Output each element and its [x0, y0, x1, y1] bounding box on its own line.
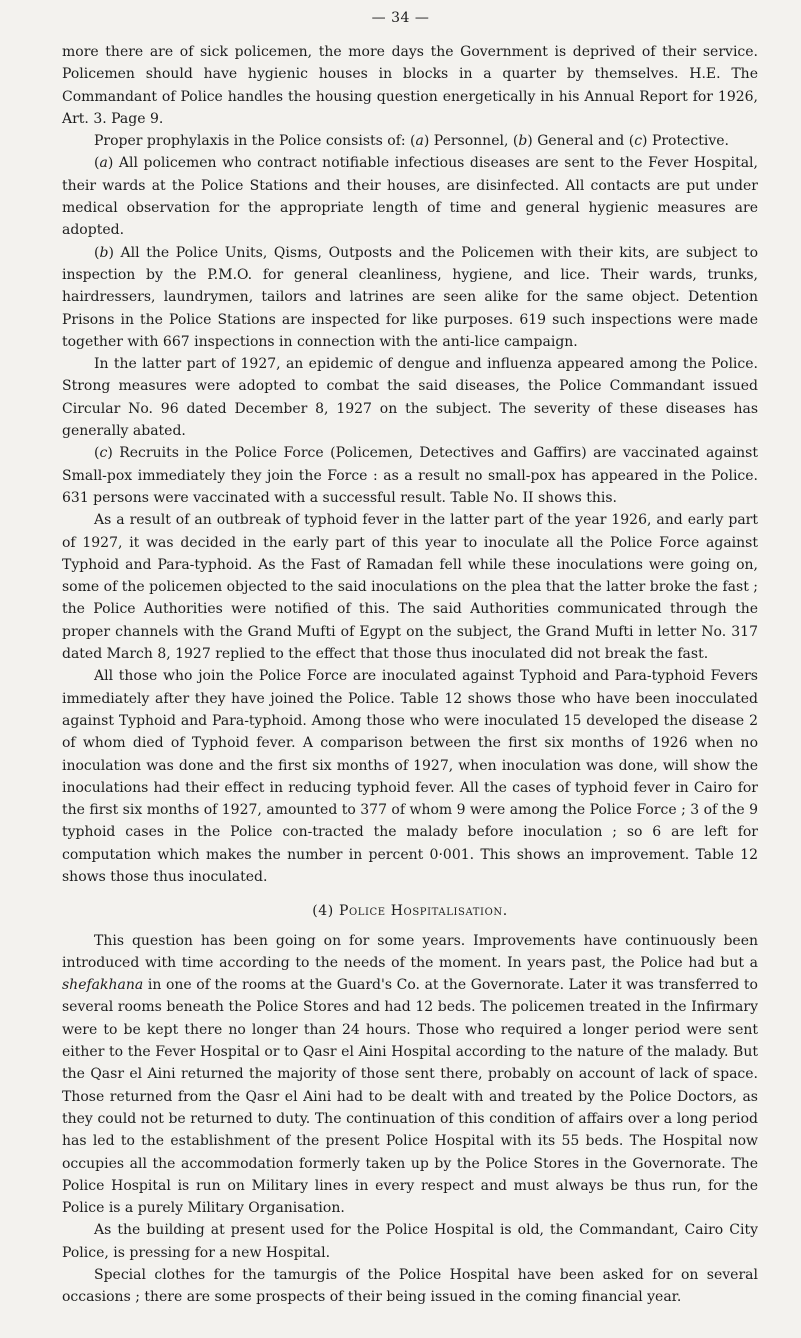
- paragraph: (c) Recruits in the Police Force (Policemen, Detectives and Gaffirs) are vaccinated against Small-pox immediately they join the Force : as a result no small-pox has appeared in the Police. 631 persons were vaccinated with a successful result. Table No. II shows this.: [62, 445, 758, 506]
- paragraph: Proper prophylaxis in the Police consists of: (a) Personnel, (b) General and (c) Protective.: [94, 133, 729, 150]
- paragraph: (b) All the Police Units, Qisms, Outposts and the Policemen with their kits, are subject to inspection by the P.M.O. for general cleanliness, hygiene, and lice. Their wards, trunks, hairdressers, laundrymen, tailors and latrines are seen alike for the same object. Detention Prisons in the Police Stations are inspected for like purposes. 619 such inspections were made together with 667 inspections in connection with the anti-lice campaign.: [62, 244, 758, 350]
- section-title: Police Hospitalisation.: [338, 903, 508, 920]
- paragraph: (a) All policemen who contract notifiable infectious diseases are sent to the Fever Hospital, their wards at the Police Stations and their houses, are disinfected. All contacts are put under medical observation for the appropriate length of time and general hygienic measures are adopted.: [62, 155, 758, 239]
- section-number: (4): [312, 903, 334, 920]
- paragraph: Special clothes for the tamurgis of the Police Hospital have been asked for on several occasions ; there are some prospects of their being issued in the coming financial year.: [62, 1267, 758, 1306]
- paragraph-text: This question has been going on for some years. Improvements have continuously been introduced with time according to the needs of the moment. In years past, the Police had but a: [62, 932, 758, 971]
- italic-term: shefakhana: [62, 977, 144, 994]
- paragraph: All those who join the Police Force are inoculated against Typhoid and Para-typhoid Fevers immediately after they have joined the Police. Table 12 shows those who have been inocculated against Typhoid and Para-typhoid. Among those who were inoculated 15 developed the disease 2 of whom died of Typhoid fever. A comparison between the first six months of 1926 when no inoculation was done and the first six months of 1927, when inoculation was done, will show the inoculations had their effect in reducing typhoid fever. All the cases of typhoid fever in Cairo for the first six months of 1927, amounted to 377 of whom 9 were among the Police Force ; 3 of the 9 typhoid cases in the Police con-tracted the malady before inoculation ; so 6 are left for computation which makes the number in percent 0·001. This shows an improvement. Table 12 shows those thus inoculated.: [62, 668, 758, 885]
- section-heading: [62, 900, 758, 922]
- paragraph: more there are of sick policemen, the more days the Government is deprived of their service. Policemen should have hygienic houses in blocks in a quarter by themselves. H.E. The Commandant of Police handles the housing question energetically in his Annual Report for 1926, Art. 3. Page 9.: [62, 44, 758, 127]
- paragraph: [62, 930, 758, 1220]
- paragraph: As a result of an outbreak of typhoid fever in the latter part of the year 1926, and early part of 1927, it was decided in the early part of this year to inoculate all the Police Force against Typhoid and Para-typhoid. As the Fast of Ramadan fell while these inoculations were going on, some of the policemen objected to the said inoculations on the plea that the latter broke the fast ; the Police Authorities were notified of this. The said Authorities communicated through the proper channels with the Grand Mufti of Egypt on the subject, the Grand Mufti in letter No. 317 dated March 8, 1927 replied to the effect that those thus inoculated did not break the fast.: [62, 512, 758, 663]
- paragraph: In the latter part of 1927, an epidemic of dengue and influenza appeared among the Police. Strong measures were adopted to combat the said diseases, the Police Commandant issued Circular No. 96 dated December 8, 1927 on the subject. The severity of these diseases has generally abated.: [62, 356, 758, 440]
- paragraph-text: in one of the rooms at the Guard's Co. at the Governorate. Later it was transferred to several rooms beneath the Police Stores and had 12 beds. The policemen treated in the Infirmary were to be kept there no longer than 24 hours. Those who required a longer period were sent either to the Fever Hospital or to Qasr el Aini Hospital according to the nature of the malady. But the Qasr el Aini returned the majority of those sent there, probably on account of lack of space. Those returned from the Qasr el Aini had to be dealt with and treated by the Police Doctors, as they could not be returned to duty. The continuation of this condition of affairs over a long period has led to the establishment of the present Police Hospital with its 55 beds. The Hospital now occupies all the accommodation formerly taken up by the Police Stores in the Governorate. The Police Hospital is run on Military lines in every respect and must always be thus run, for the Police is a purely Military Organisation.: [62, 977, 758, 1217]
- page-number: — 34 —: [371, 10, 430, 26]
- document-body: [62, 41, 758, 1309]
- paragraph: As the building at present used for the Police Hospital is old, the Commandant, Cairo City Police, is pressing for a new Hospital.: [62, 1222, 758, 1261]
